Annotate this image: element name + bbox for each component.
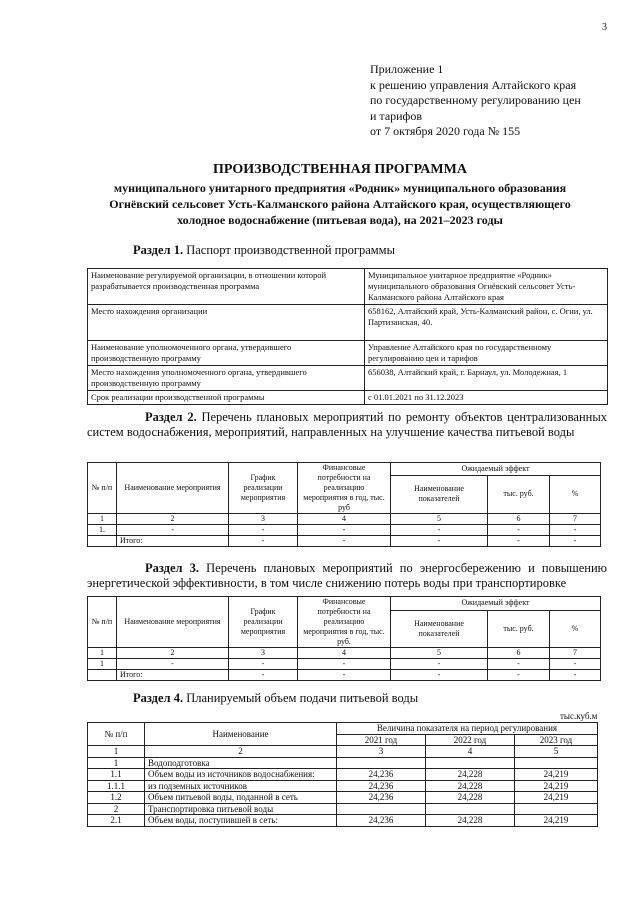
- col-num: 5: [391, 648, 488, 659]
- header-num: № п/п: [88, 597, 117, 648]
- total-label: Итого:: [117, 670, 229, 681]
- passport-value: 658162, Алтайский край, Усть-Калманский район, с. Огни, ул. Партизанская, 40.: [365, 305, 608, 341]
- cell: Водоподготовка: [145, 757, 337, 769]
- cell: [515, 757, 598, 769]
- cell: -: [488, 525, 550, 536]
- header-effect: Ожидаемый эффект: [391, 463, 601, 476]
- header-rub: тыс. руб.: [488, 610, 550, 647]
- cell: -: [488, 670, 550, 681]
- cell: -: [391, 525, 488, 536]
- col-num: 4: [298, 648, 391, 659]
- cell: 1.2: [88, 792, 145, 804]
- cell: -: [298, 536, 391, 547]
- cell: -: [488, 536, 550, 547]
- cell: 24,219: [515, 815, 598, 827]
- cell: 24,236: [337, 815, 426, 827]
- appendix-line: от 7 октября 2020 года № 155: [370, 124, 521, 138]
- cell: 2: [88, 803, 145, 815]
- total-row: [88, 536, 601, 547]
- cell: 1.: [88, 525, 117, 536]
- passport-key: Место нахождения организации: [88, 305, 365, 341]
- cell: [426, 803, 515, 815]
- header-name: Наименование мероприятия: [117, 597, 229, 648]
- page-number: 3: [602, 22, 607, 33]
- table-row: [88, 659, 601, 670]
- col-num: 5: [391, 514, 488, 525]
- subtitle-line: холодное водоснабжение (питьевая вода), на 2021–2023 годы: [177, 213, 503, 227]
- passport-value: Муниципальное унитарное предприятие «Родник» муниципального образования Огнёвский сельсовет Усть-Калманского района Алтайского края: [365, 269, 608, 305]
- cell: 24,219: [515, 780, 598, 792]
- total-label: Итого:: [117, 536, 229, 547]
- header-schedule: График реализации мероприятия: [229, 463, 298, 514]
- header-period: Величина показателя на период регулирования: [337, 723, 598, 735]
- appendix-line: по государственному регулированию цен: [370, 93, 581, 107]
- cell: из подземных источников: [145, 780, 337, 792]
- units-label: тыс.куб.м: [560, 711, 598, 721]
- col-num: 3: [229, 514, 298, 525]
- cell: Транспортировка питьевой воды: [145, 803, 337, 815]
- cell: -: [117, 659, 229, 670]
- cell: -: [550, 670, 601, 681]
- section-text: Перечень плановых мероприятий по энергосбережению и повышению энергетической эффективности, в том числе снижению потерь воды при транспортировке: [87, 561, 608, 590]
- col-num: 3: [337, 746, 426, 758]
- cell: 24,219: [515, 769, 598, 781]
- cell: [337, 757, 426, 769]
- col-num: 1: [88, 648, 117, 659]
- cell: Объем питьевой воды, поданной в сеть: [145, 792, 337, 804]
- document-title: ПРОИЗВОДСТВЕННАЯ ПРОГРАММА: [213, 162, 467, 177]
- cell: -: [229, 659, 298, 670]
- col-num: 1: [88, 746, 145, 758]
- subtitle-line: Огнёвский сельсовет Усть-Калманского района Алтайского края, осуществляющего: [109, 197, 571, 211]
- header-year: 2021 год: [337, 734, 426, 746]
- passport-value: 656038, Алтайский край, г. Барнаул, ул. Молодежная, 1: [365, 366, 608, 391]
- cell: 24,228: [426, 815, 515, 827]
- section-text: Планируемый объем подачи питьевой воды: [186, 691, 419, 705]
- col-num: 7: [550, 648, 601, 659]
- table-row: [88, 815, 598, 827]
- cell: -: [229, 536, 298, 547]
- section-label: Раздел 4.: [133, 691, 184, 705]
- appendix-line: к решению управления Алтайского края: [370, 77, 577, 92]
- header-num: № п/п: [88, 723, 145, 746]
- table-row: [88, 525, 601, 536]
- cell: 2.1: [88, 815, 145, 827]
- section-label: Раздел 3.: [145, 561, 200, 575]
- passport-key: Место нахождения уполномоченного органа, утвердившего производственную программу: [88, 366, 365, 391]
- cell: 1: [88, 757, 145, 769]
- header-name: Наименование мероприятия: [117, 463, 229, 514]
- repair-measures-table: [87, 462, 601, 547]
- cell: -: [298, 670, 391, 681]
- cell: -: [391, 536, 488, 547]
- section-2-heading: [87, 410, 607, 440]
- cell: -: [298, 659, 391, 670]
- header-name: Наименование: [145, 723, 337, 746]
- section-4-heading: [133, 691, 418, 706]
- table-row: [88, 757, 598, 769]
- cell: -: [550, 659, 601, 670]
- water-volume-table: [87, 722, 598, 827]
- total-row: [88, 670, 601, 681]
- cell: Объем воды, поступившей в сеть:: [145, 815, 337, 827]
- appendix-block: [370, 62, 630, 140]
- col-num: 1: [88, 514, 117, 525]
- header-year: 2022 год: [426, 734, 515, 746]
- header-schedule: График реализации мероприятия: [229, 597, 298, 648]
- passport-key: Наименование уполномоченного органа, утвердившего производственную программу: [88, 341, 365, 366]
- cell: 1: [88, 659, 117, 670]
- cell: -: [229, 525, 298, 536]
- col-num: 4: [298, 514, 391, 525]
- header-indicators: Наименование показателей: [391, 475, 488, 513]
- passport-table: [87, 268, 608, 405]
- cell: 24,236: [337, 792, 426, 804]
- col-num: 5: [515, 746, 598, 758]
- passport-value: Управление Алтайского края по государственному регулированию цен и тарифов: [365, 341, 608, 366]
- section-1-heading: [133, 243, 395, 258]
- header-effect: Ожидаемый эффект: [391, 597, 601, 611]
- header-finance: Финансовые потребности на реализацию мероприятия в год, тыс. руб: [298, 463, 391, 514]
- cell: -: [117, 525, 229, 536]
- cell: -: [391, 670, 488, 681]
- energy-measures-table: [87, 596, 601, 681]
- section-label: Раздел 1.: [133, 243, 184, 257]
- col-num: 3: [229, 648, 298, 659]
- cell: -: [488, 659, 550, 670]
- appendix-line: Приложение 1: [370, 62, 444, 76]
- cell: -: [298, 525, 391, 536]
- cell: -: [550, 525, 601, 536]
- passport-key: Срок реализации производственной программы: [88, 391, 365, 405]
- cell: 24,228: [426, 780, 515, 792]
- appendix-line: и тарифов: [370, 108, 423, 123]
- table-row: [88, 769, 598, 781]
- cell: 24,236: [337, 780, 426, 792]
- table-row: [88, 792, 598, 804]
- header-rub: тыс. руб.: [488, 475, 550, 513]
- col-num: 2: [117, 514, 229, 525]
- cell: -: [550, 536, 601, 547]
- cell: 24,228: [426, 769, 515, 781]
- section-label: Раздел 2.: [145, 410, 197, 424]
- col-num: 2: [145, 746, 337, 758]
- section-text: Перечень плановых мероприятий по ремонту объектов централизованных систем водоснабжения, мероприятий, направленных на улучшение качества питьевой воды: [87, 410, 607, 439]
- cell: 1.1.1: [88, 780, 145, 792]
- col-num: 4: [426, 746, 515, 758]
- header-year: 2023 год: [515, 734, 598, 746]
- cell: [337, 803, 426, 815]
- passport-value: с 01.01.2021 по 31.12.2023: [365, 391, 608, 405]
- cell: [515, 803, 598, 815]
- col-num: 6: [488, 648, 550, 659]
- table-row: [88, 803, 598, 815]
- document-subtitle: [40, 180, 639, 228]
- cell: 24,219: [515, 792, 598, 804]
- header-pct: %: [550, 475, 601, 513]
- cell: [426, 757, 515, 769]
- cell: -: [229, 670, 298, 681]
- col-num: 2: [117, 648, 229, 659]
- cell: 1.1: [88, 769, 145, 781]
- subtitle-line: муниципального унитарного предприятия «Родник» муниципального образования: [113, 181, 567, 195]
- section-text: Паспорт производственной программы: [186, 243, 395, 257]
- header-num: № п/п: [88, 463, 117, 514]
- header-finance: Финансовые потребности на реализацию мероприятия в год, тыс. руб.: [298, 597, 391, 648]
- col-num: 6: [488, 514, 550, 525]
- table-row: [88, 780, 598, 792]
- col-num: 7: [550, 514, 601, 525]
- cell: 24,228: [426, 792, 515, 804]
- cell: Объем воды из источников водоснабжения:: [145, 769, 337, 781]
- cell: -: [391, 659, 488, 670]
- section-3-heading: [87, 561, 607, 591]
- cell: 24,236: [337, 769, 426, 781]
- header-pct: %: [550, 610, 601, 647]
- passport-key: Наименование регулируемой организации, в отношении которой разрабатывается производственная программа: [88, 269, 365, 305]
- header-indicators: Наименование показателей: [391, 610, 488, 647]
